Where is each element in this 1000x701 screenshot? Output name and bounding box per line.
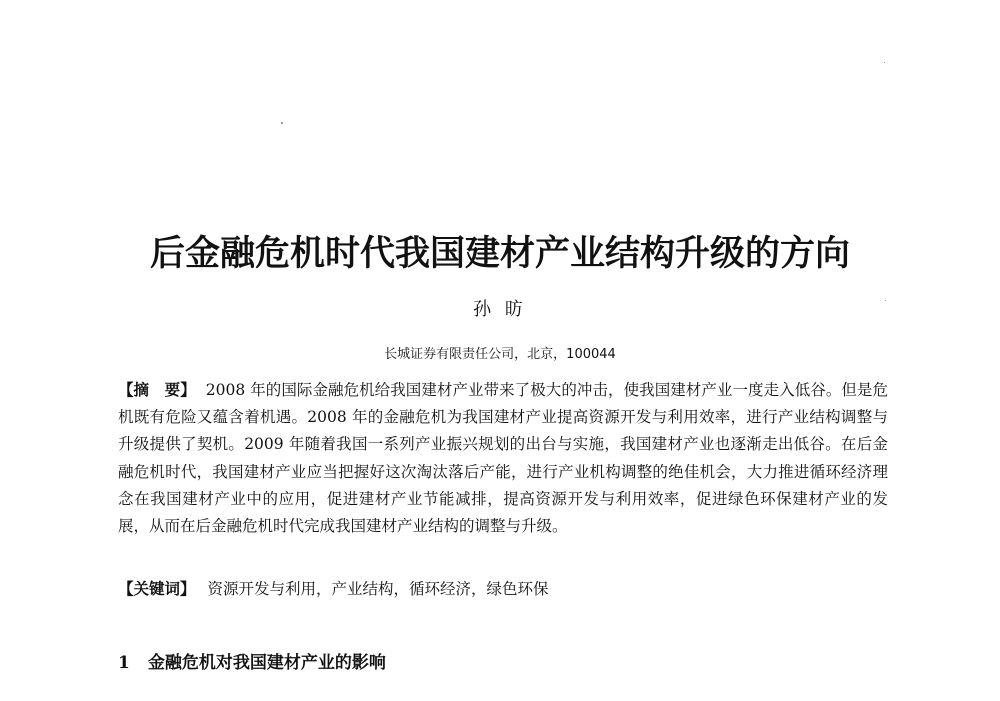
keywords-text: 资源开发与利用，产业结构，循环经济，绿色环保 [207, 580, 549, 598]
abstract-text: 2008 年的国际金融危机给我国建材产业带来了极大的冲击，使我国建材产业一度走入低谷。但是危机既有危险又蕴含着机遇。2008 年的金融危机为我国建材产业提高资源开发与利用效率，进行产业结构调整与升级提供了契机。2009 年随着我国一系列产业振兴规划的出台与实施，我国建材产业也逐渐走出低谷。在后金融危机时代，我国建材产业应当把握好这次淘汰落后产能，进行产业机构调整的绝佳机会，大力推进循环经济理念在我国建材产业中的应用，促进建材产业节能减排，提高资源开发与利用效率，促进绿色环保建材产业的发展，从而在后金融危机时代完成我国建材产业结构的调整与升级。 [118, 381, 888, 536]
section-title: 金融危机对我国建材产业的影响 [147, 653, 386, 673]
paper-title: 后金融危机时代我国建材产业结构升级的方向 [149, 234, 850, 274]
author-name: 孙 昉 [473, 299, 527, 320]
section-number: 1 [118, 653, 130, 673]
abstract-label: 【摘 要】 [118, 381, 196, 399]
section-heading [118, 648, 386, 673]
author-affiliation: 长城证券有限责任公司，北京，100044 [384, 347, 616, 362]
keywords-label: 【关键词】 [118, 580, 196, 598]
scan-speck [281, 122, 283, 124]
abstract-block [118, 377, 888, 540]
keywords-block [118, 577, 888, 601]
scan-speck [884, 62, 885, 63]
